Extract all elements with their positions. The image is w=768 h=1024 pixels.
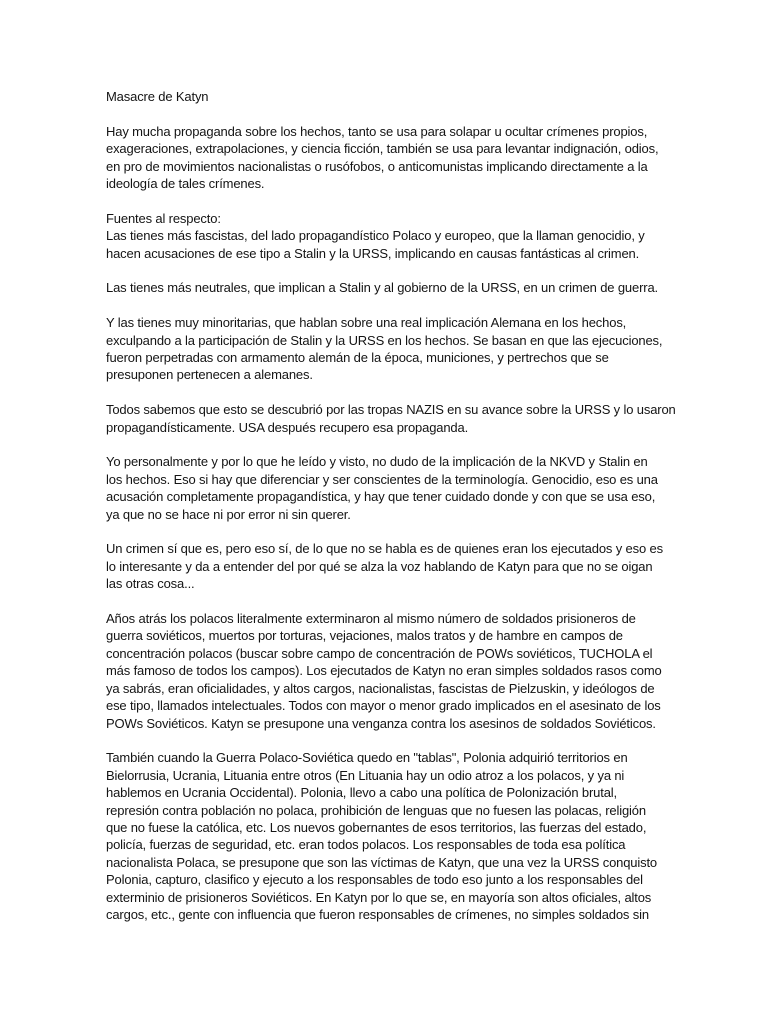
text-line: ya sabrás, eran oficialidades, y altos cargos, nacionalistas, fascistas de Pielzuskin, y ideólogos de bbox=[106, 680, 655, 696]
text-line: Polonia, capturo, clasifico y ejecuto a los responsables de todo eso junto a los responsables del bbox=[106, 872, 643, 888]
text-line: hacen acusaciones de ese tipo a Stalin y la URSS, implicando en causas fantásticas al crimen. bbox=[106, 245, 640, 261]
text-line: ese tipo, llamados intelectuales. Todos con mayor o menor grado implicados en el asesinato de los bbox=[106, 698, 661, 714]
text-line: presuponen pertenecen a alemanes. bbox=[106, 367, 313, 383]
paragraph bbox=[106, 610, 666, 732]
text-line: Las tienes más neutrales, que implican a Stalin y al gobierno de la URSS, en un crimen de guerra. bbox=[106, 280, 658, 296]
text-line: hablemos en Ucrania Occidental). Polonia, llevo a cabo una política de Polonización brutal, bbox=[106, 785, 617, 801]
text-line: exterminio de prisioneros Soviéticos. En Katyn por lo que se, en mayoría son altos oficiales, altos bbox=[106, 889, 652, 905]
text-line: Todos sabemos que esto se descubrió por las tropas NAZIS en su avance sobre la URSS y lo usaron bbox=[106, 402, 676, 418]
text-line: guerra soviéticos, muertos por torturas, vejaciones, malos tratos y de hambre en campos de bbox=[106, 628, 623, 644]
paragraph bbox=[106, 210, 666, 262]
text-line: cargos, etc., gente con influencia que fueron responsables de crímenes, no simples soldados sin bbox=[106, 906, 649, 922]
paragraph bbox=[106, 540, 666, 592]
text-line: También cuando la Guerra Polaco-Soviética quedo en "tablas", Polonia adquirió territorios en bbox=[106, 750, 628, 766]
text-line: Yo personalmente y por lo que he leído y visto, no dudo de la implicación de la NKVD y Stalin en bbox=[106, 454, 648, 470]
text-line: Hay mucha propaganda sobre los hechos, tanto se usa para solapar u ocultar crímenes propios, bbox=[106, 123, 648, 139]
text-line: Las tienes más fascistas, del lado propagandístico Polaco y europeo, que la llaman genocidio, y bbox=[106, 228, 645, 244]
paragraph bbox=[106, 279, 666, 296]
document-page bbox=[106, 88, 676, 941]
text-line: exculpando a la participación de Stalin y la URSS en los hechos. Se basan en que las ejecuciones, bbox=[106, 332, 663, 348]
text-line: en pro de movimientos nacionalistas o rusófobos, o anticomunistas implicando directamente a la bbox=[106, 158, 648, 174]
text-line: exageraciones, extrapolaciones, y ciencia ficción, también se usa para levantar indignación, odios, bbox=[106, 141, 659, 157]
text-line: propagandísticamente. USA después recupero esa propaganda. bbox=[106, 419, 469, 435]
text-line: ideología de tales crímenes. bbox=[106, 176, 265, 192]
text-line: acusación completamente propagandística, y hay que tener cuidado donde y con que se usa eso, bbox=[106, 489, 656, 505]
text-line: Y las tienes muy minoritarias, que hablan sobre una real implicación Alemana en los hechos, bbox=[106, 315, 627, 331]
text-line: policía, fuerzas de seguridad, etc. eran todos polacos. Los responsables de toda esa política bbox=[106, 837, 626, 853]
paragraph bbox=[106, 401, 676, 436]
text-line: Bielorrusia, Ucrania, Lituania entre otros (En Lituania hay un odio atroz a los polacos, y ya ni bbox=[106, 767, 625, 783]
document-body bbox=[106, 123, 676, 924]
document-title: Masacre de Katyn bbox=[106, 89, 209, 104]
text-line: represión contra población no polaca, prohibición de lenguas que no fuesen las polacas, religión bbox=[106, 802, 646, 818]
text-line: nacionalista Polaca, se presupone que son las víctimas de Katyn, que una vez la URSS conquisto bbox=[106, 854, 658, 870]
text-line: Años atrás los polacos literalmente exterminaron al mismo número de soldados prisioneros de bbox=[106, 611, 636, 627]
text-line: lo interesante y da a entender del por qué se alza la voz hablando de Katyn para que no se oigan bbox=[106, 558, 653, 574]
text-line: Un crimen sí que es, pero eso sí, de lo que no se habla es de quienes eran los ejecutados y eso es bbox=[106, 541, 663, 557]
text-line: los hechos. Eso si hay que diferenciar y ser conscientes de la terminología. Genocidio, eso es una bbox=[106, 471, 658, 487]
text-line: Fuentes al respecto: bbox=[106, 210, 221, 226]
text-line: concentración polacos (buscar sobre campo de concentración de POWs soviéticos, TUCHOLA el bbox=[106, 645, 653, 661]
text-line: POWs Soviéticos. Katyn se presupone una venganza contra los asesinos de soldados Soviéticos. bbox=[106, 715, 656, 731]
paragraph bbox=[106, 314, 666, 384]
text-line: fueron perpetradas con armamento alemán de la época, municiones, y pertrechos que se bbox=[106, 350, 609, 366]
text-line: las otras cosa... bbox=[106, 576, 195, 592]
paragraph bbox=[106, 749, 666, 923]
text-line: que no fuese la católica, etc. Los nuevos gobernantes de esos territorios, las fuerzas del estado, bbox=[106, 819, 647, 835]
paragraph bbox=[106, 123, 666, 193]
text-line: más famoso de todos los campos). Los ejecutados de Katyn no eran simples soldados rasos como bbox=[106, 663, 662, 679]
text-line: ya que no se hace ni por error ni sin querer. bbox=[106, 506, 351, 522]
paragraph bbox=[106, 453, 666, 523]
